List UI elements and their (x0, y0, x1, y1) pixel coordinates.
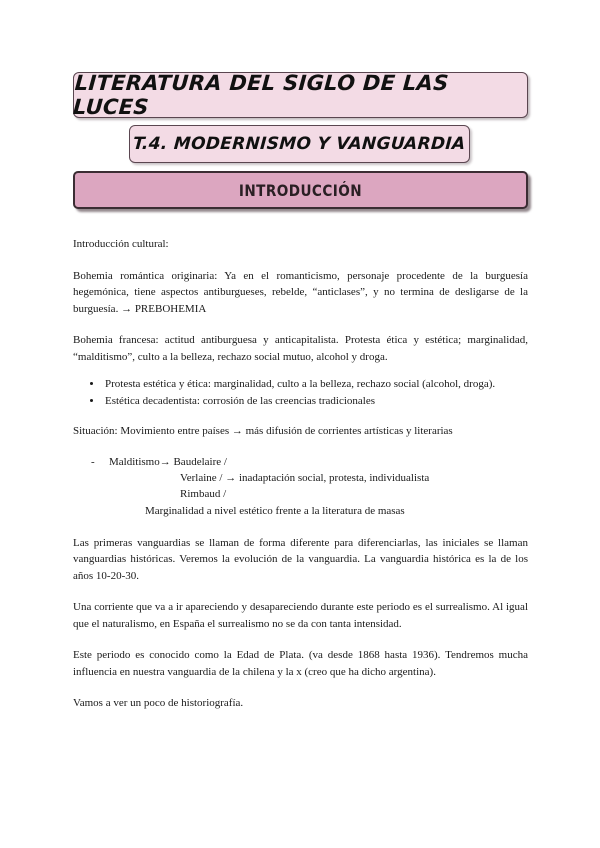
subtitle: T.4. MODERNISMO Y VANGUARDIA (132, 134, 467, 154)
section-title-banner (73, 171, 528, 209)
list-item: • Protesta estética y ética: marginalidad, culto a la belleza, rechazo social (alcohol, droga). (103, 376, 528, 393)
bullet-list (73, 376, 528, 409)
malditismo-line-baudelaire: Malditismo→ Baudelaire / (109, 455, 227, 468)
paragraph-historiografia: Vamos a ver un poco de historiografía. (73, 697, 244, 709)
document-body (73, 236, 528, 727)
paragraph-bohemia-romantica: Bohemia romántica originaria: Ya en el romanticismo, personaje procedente de la burguesía hegemónica, tiene aspectos antiburgueses, rebelde, “anticlases”, y no termina de desligarse de la burguesía. → PREBOHEMIA (73, 269, 528, 315)
subtitle-banner (129, 125, 470, 163)
dash-marker: - (91, 455, 95, 468)
paragraph-bohemia-francesa: Bohemia francesa: actitud antiburguesa y anticapitalista. Protesta ética y estética; marginalidad, “malditismo”, culto a la belleza, rechazo social mutuo, alcohol y droga. (73, 334, 528, 363)
main-title: LITERATURA DEL SIGLO DE LAS LUCES (72, 71, 450, 119)
malditismo-line-marginalidad: Marginalidad a nivel estético frente a la literatura de masas (145, 504, 405, 517)
main-title-banner (73, 72, 528, 118)
malditismo-line-rimbaud: Rimbaud / (180, 487, 227, 500)
list-item: • Estética decadentista: corrosión de las creencias tradicionales (103, 393, 528, 410)
malditismo-line-verlaine: Verlaine / → inadaptación social, protesta, individualista (180, 471, 430, 484)
paragraph-surrealismo: Una corriente que va a ir apareciendo y desapareciendo durante este periodo es el surrealismo. Al igual que el naturalismo, en España el surrealismo no se da con tanta intensidad. (73, 601, 528, 630)
section-title: INTRODUCCIÓN (238, 180, 363, 200)
paragraph-vanguardias: Las primeras vanguardias se llaman de forma diferente para diferenciarlas, las iniciales se llaman vanguardias históricas. Veremos la evolución de la vanguardia. La vanguardia histórica es la de los años 10-20-30. (73, 536, 528, 582)
malditismo-block (73, 454, 528, 520)
paragraph-situacion: Situación: Movimiento entre países → más difusión de corrientes artísticas y literarias (73, 425, 453, 437)
paragraph-edad-plata: Este periodo es conocido como la Edad de Plata. (va desde 1868 hasta 1936). Tendremos mucha influencia en nuestra vanguardia de la chilena y la x (creo que ha dicho argentina). (73, 649, 528, 678)
intro-label: Introducción cultural: (73, 238, 169, 250)
